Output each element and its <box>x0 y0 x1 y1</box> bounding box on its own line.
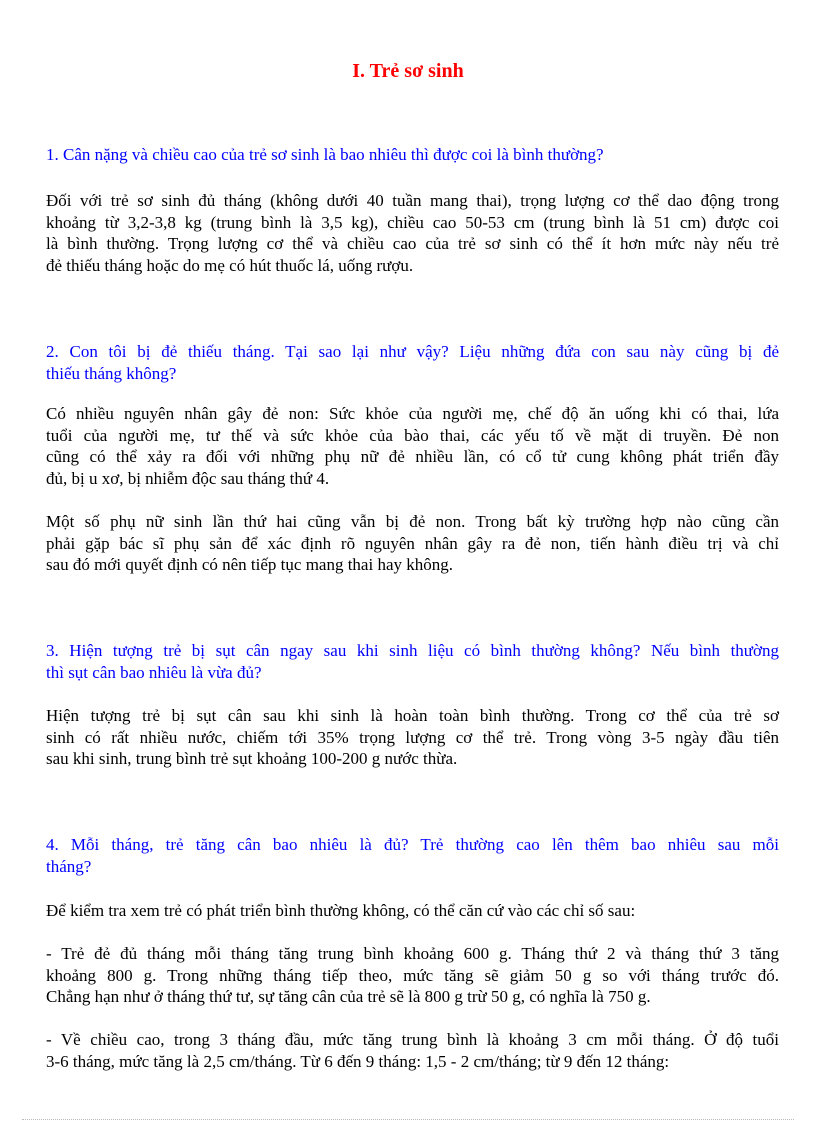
text-line: sau đó mới quyết định có nên tiếp tục mang thai hay không. <box>46 555 453 575</box>
question-heading <box>46 834 779 877</box>
question-heading <box>46 640 779 683</box>
question-heading <box>46 144 779 166</box>
text-line: đẻ thiếu tháng hoặc do mẹ có hút thuốc lá, uống rượu. <box>46 255 414 275</box>
paragraph <box>46 403 779 489</box>
paragraph <box>46 705 779 770</box>
text-line: Một số phụ nữ sinh lần thứ hai cũng vẫn bị đẻ non. Trong bất kỳ trường hợp nào cũng cần <box>46 512 779 531</box>
page-bottom-divider <box>22 1119 794 1120</box>
text-line: thì sụt cân bao nhiêu là vừa đủ? <box>46 662 262 682</box>
text-line: khoảng 800 g. Trong những tháng tiếp theo, mức tăng sẽ giảm 50 g so với tháng trước đó. <box>46 965 779 985</box>
text-line: khoảng từ 3,2-3,8 kg (trung bình là 3,5 kg), chiều cao 50-53 cm (trung bình là 51 cm) được coi <box>46 212 779 232</box>
text-line: thiếu tháng không? <box>46 363 177 383</box>
text-line: phải gặp bác sĩ phụ sản để xác định rõ nguyên nhân gây ra đẻ non, tiến hành điều trị và chỉ <box>46 533 779 553</box>
text-line: 3-6 tháng, mức tăng là 2,5 cm/tháng. Từ 6 đến 9 tháng: 1,5 - 2 cm/tháng; từ 9 đến 12 tháng: <box>46 1051 670 1071</box>
text-line: 1. Cân nặng và chiều cao của trẻ sơ sinh là bao nhiêu thì được coi là bình thường? <box>46 145 604 164</box>
text-line: Để kiểm tra xem trẻ có phát triển bình thường không, có thể căn cứ vào các chỉ số sau: <box>46 901 636 920</box>
text-line: Chẳng hạn như ở tháng thứ tư, sự tăng cân của trẻ sẽ là 800 g trừ 50 g, có nghĩa là 750 g. <box>46 987 651 1007</box>
section-title: I. Trẻ sơ sinh <box>352 60 464 82</box>
paragraph <box>46 943 779 1008</box>
text-line: 4. Mỗi tháng, trẻ tăng cân bao nhiêu là đủ? Trẻ thường cao lên thêm bao nhiêu sau mỗi <box>46 835 779 854</box>
paragraph <box>46 900 779 922</box>
text-line: Hiện tượng trẻ bị sụt cân sau khi sinh là hoàn toàn bình thường. Trong cơ thể của trẻ sơ <box>46 706 779 725</box>
text-line: là bình thường. Trọng lượng cơ thể và chiều cao của trẻ sơ sinh có thể ít hơn mức này nếu trẻ <box>46 234 779 254</box>
paragraph <box>46 190 779 276</box>
text-line: - Trẻ đẻ đủ tháng mỗi tháng tăng trung bình khoảng 600 g. Tháng thứ 2 và tháng thứ 3 tăng <box>46 944 779 963</box>
text-line: tháng? <box>46 856 92 876</box>
question-heading <box>46 341 779 384</box>
text-line: sau khi sinh, trung bình trẻ sụt khoảng 100-200 g nước thừa. <box>46 749 458 769</box>
text-line: 3. Hiện tượng trẻ bị sụt cân ngay sau khi sinh liệu có bình thường không? Nếu bình thường <box>46 641 779 660</box>
paragraph <box>46 511 779 576</box>
text-line: đủ, bị u xơ, bị nhiễm độc sau tháng thứ 4. <box>46 468 330 488</box>
text-line: Đối với trẻ sơ sinh đủ tháng (không dưới 40 tuần mang thai), trọng lượng cơ thể dao động trong <box>46 191 779 210</box>
text-line: tuổi của người mẹ, tư thế và sức khỏe của bào thai, các yếu tố về mặt di truyền. Đẻ non <box>46 425 779 445</box>
text-line: - Về chiều cao, trong 3 tháng đầu, mức tăng trung bình là khoảng 3 cm mỗi tháng. Ở độ tuổi <box>46 1030 779 1049</box>
paragraph <box>46 1029 779 1072</box>
text-line: 2. Con tôi bị đẻ thiếu tháng. Tại sao lại như vậy? Liệu những đứa con sau này cũng bị đẻ <box>46 342 779 361</box>
text-line: sinh có rất nhiều nước, chiếm tới 35% trọng lượng cơ thể trẻ. Trong vòng 3-5 ngày đầu tiên <box>46 727 779 747</box>
text-line: cũng có thể xảy ra đối với những phụ nữ đẻ nhiều lần, có cổ tử cung không phát triển đầy <box>46 447 779 467</box>
text-line: Có nhiều nguyên nhân gây đẻ non: Sức khỏe của người mẹ, chế độ ăn uống khi có thai, lứa <box>46 404 779 423</box>
